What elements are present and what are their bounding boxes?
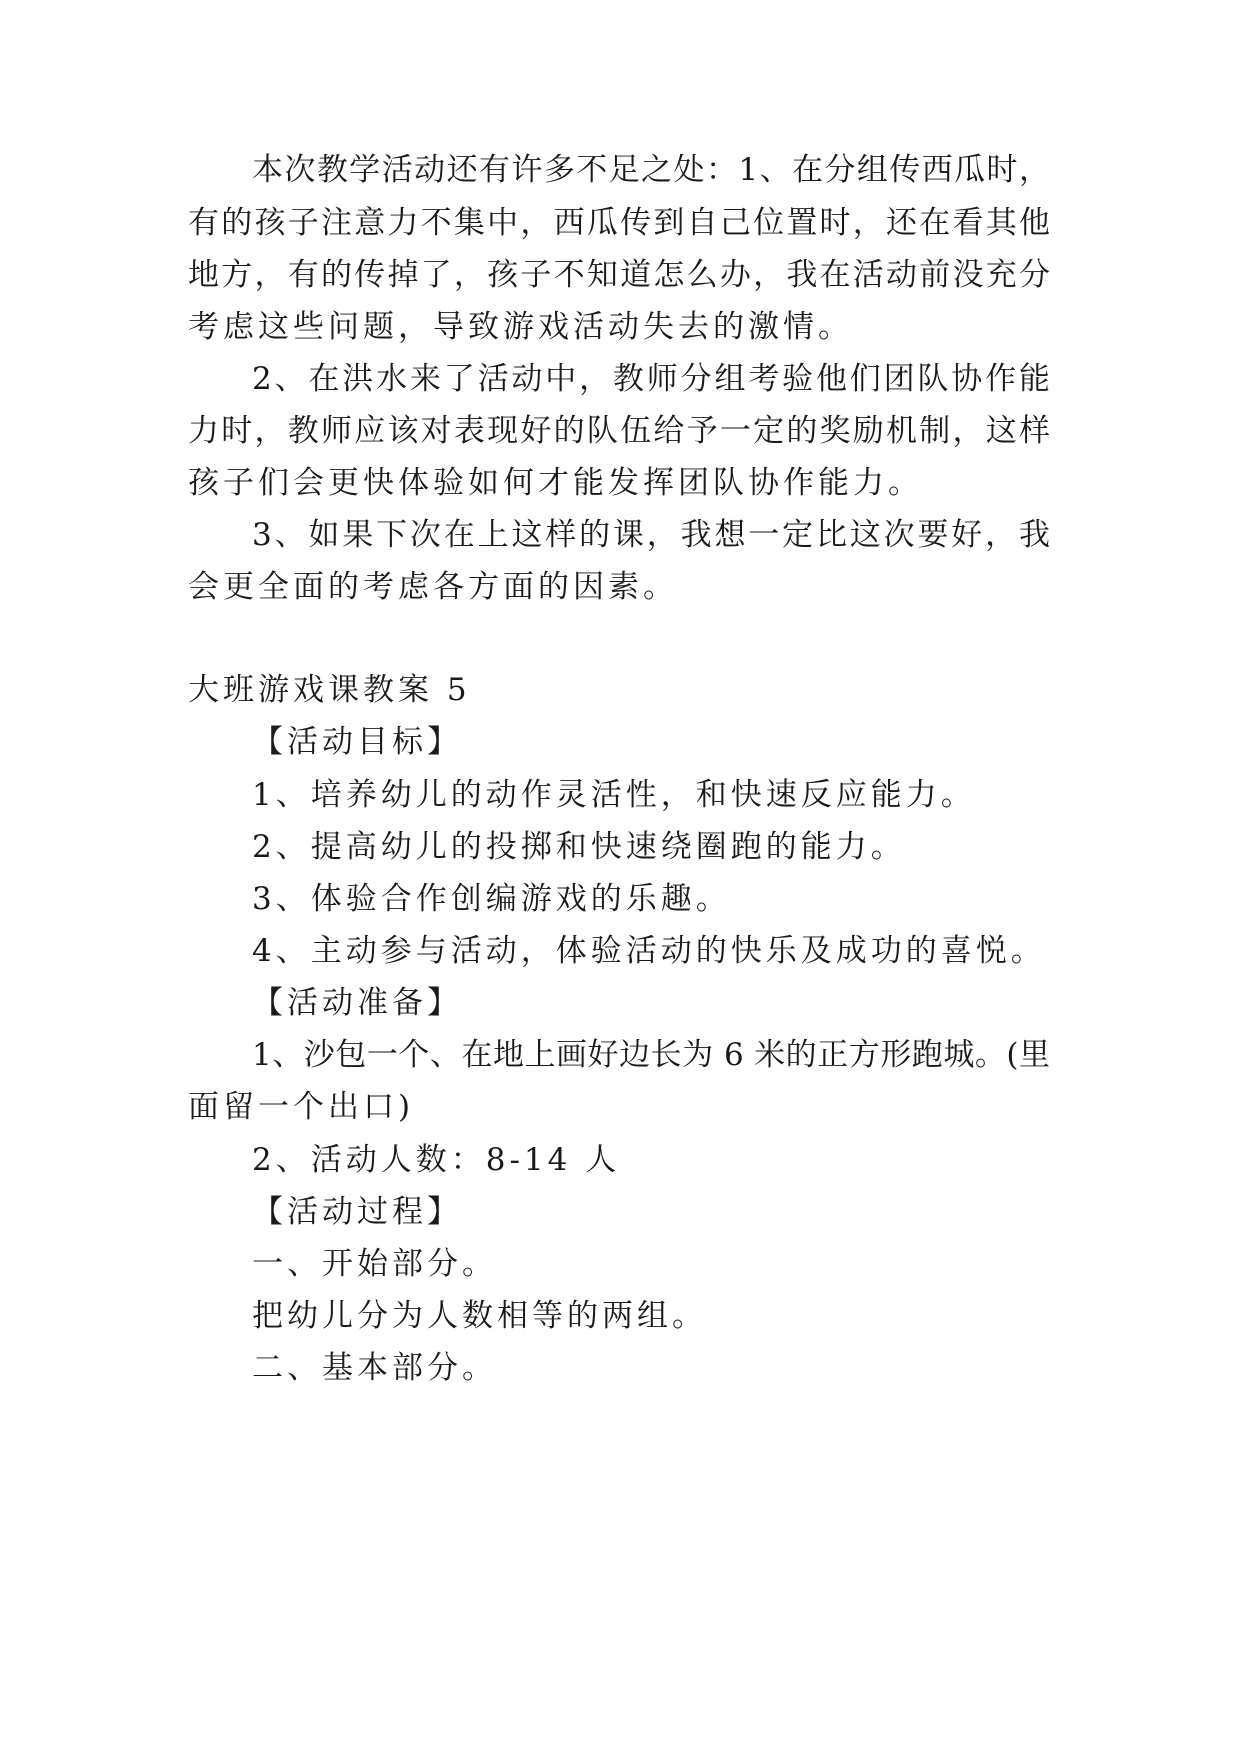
process-step: 把幼儿分为人数相等的两组。	[252, 1298, 707, 1334]
goal-item: 2、提高幼儿的投掷和快速绕圈跑的能力。	[252, 829, 906, 865]
process-heading: 【活动过程】	[252, 1194, 462, 1230]
goal-item: 4、主动参与活动，体验活动的快乐及成功的喜悦。	[252, 933, 1046, 969]
paragraph-flood-activity-line: 力时，教师应该对表现好的队伍给予一定的奖励机制，这样	[188, 413, 1050, 449]
paragraph-reflection-line: 地方，有的传掉了，孩子不知道怎么办，我在活动前没充分	[188, 257, 1050, 293]
prep-heading: 【活动准备】	[252, 985, 462, 1021]
section-title: 大班游戏课教案 5	[188, 672, 471, 708]
goals-heading: 【活动目标】	[252, 724, 462, 760]
prep-item-line: 1、沙包一个、在地上画好边长为 6 米的正方形跑城。(里	[252, 1037, 1050, 1073]
paragraph-reflection-line: 有的孩子注意力不集中，西瓜传到自己位置时，还在看其他	[188, 205, 1050, 241]
process-step: 二、基本部分。	[252, 1350, 497, 1386]
paragraph-flood-activity-line: 2、在洪水来了活动中，教师分组考验他们团队协作能	[252, 361, 1050, 397]
paragraph-next-time-line: 会更全面的考虑各方面的因素。	[188, 569, 678, 605]
paragraph-next-time-line: 3、如果下次在上这样的课，我想一定比这次要好，我	[252, 517, 1050, 553]
goal-item: 1、培养幼儿的动作灵活性，和快速反应能力。	[252, 777, 976, 813]
paragraph-reflection-line: 本次教学活动还有许多不足之处：1、在分组传西瓜时，	[252, 152, 1050, 188]
paragraph-reflection-line: 考虑这些问题，导致游戏活动失去的激情。	[188, 309, 853, 345]
goal-item: 3、体验合作创编游戏的乐趣。	[252, 881, 731, 917]
paragraph-flood-activity-line: 孩子们会更快体验如何才能发挥团队协作能力。	[188, 465, 923, 501]
prep-item: 2、活动人数：8-14 人	[252, 1142, 621, 1178]
prep-item-line: 面留一个出口)	[188, 1089, 415, 1125]
process-step: 一、开始部分。	[252, 1246, 497, 1282]
